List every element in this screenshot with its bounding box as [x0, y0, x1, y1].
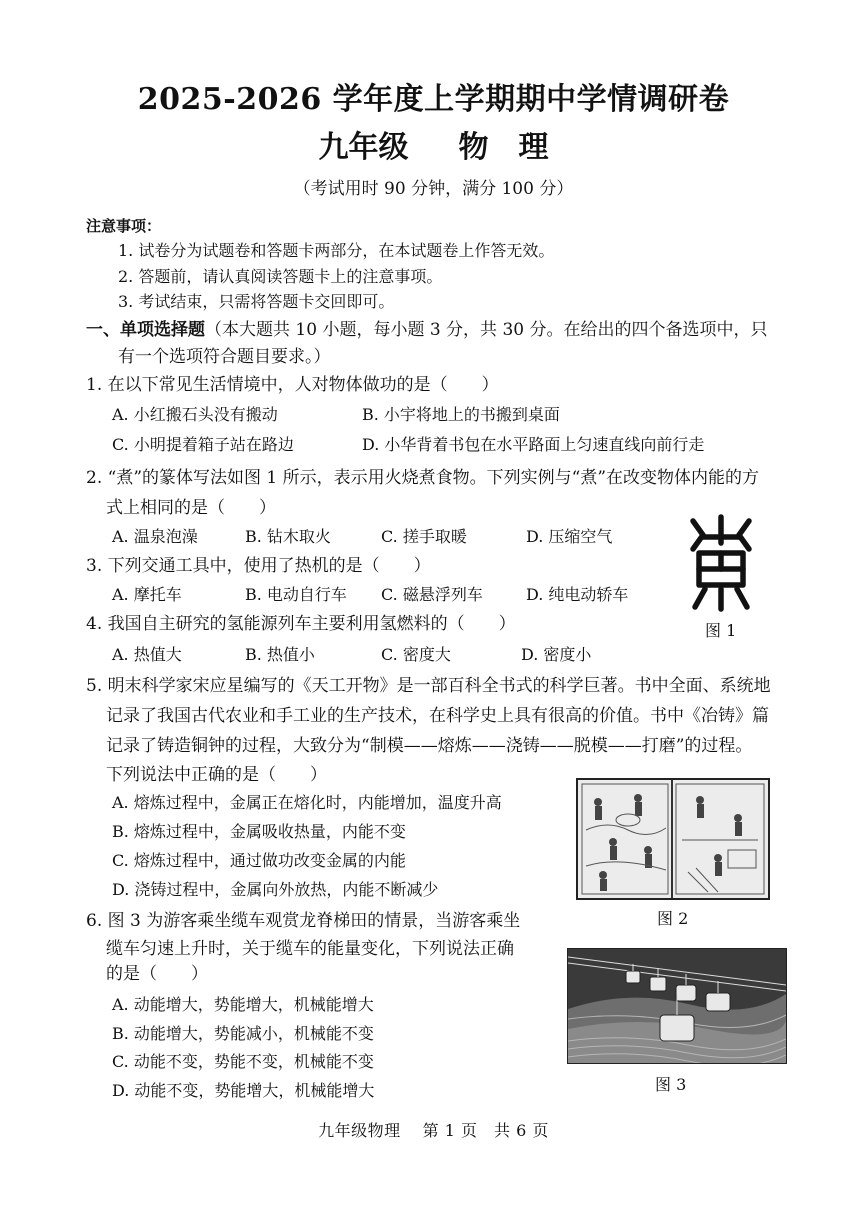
casting-illustration-icon	[578, 780, 768, 898]
section1-heading	[86, 320, 768, 340]
q2-stem-line1: 2. “煮”的篆体写法如图 1 所示，表示用火烧煮食物。下列实例与“煮”在改变物体内能的方	[86, 468, 760, 488]
q6-option-c: C. 动能不变，势能不变，机械能不变	[112, 1052, 374, 1071]
q1-option-a: A. 小红搬石头没有搬动	[112, 405, 278, 424]
q6-option-a: A. 动能增大，势能增大，机械能增大	[112, 995, 374, 1014]
q5-stem-line1: 5. 明末科学家宋应星编写的《天工开物》是一部百科全书式的科学巨著。书中全面、系统地	[86, 676, 771, 696]
q5-stem-line4: 下列说法中正确的是（ ）	[106, 765, 327, 785]
q2-stem-line2: 式上相同的是（ ）	[106, 498, 276, 518]
q3-option-b: B. 电动自行车	[245, 585, 347, 604]
zhu-seal-character-icon	[681, 513, 761, 613]
q4-option-a: A. 热值大	[112, 645, 182, 664]
grade-subject	[0, 122, 867, 166]
grade-label: 九年级	[318, 130, 409, 165]
q5-option-d: D. 浇铸过程中，金属向外放热，内能不断减少	[112, 880, 439, 899]
q3-option-a: A. 摩托车	[112, 585, 182, 604]
figure1-seal-glyph	[681, 513, 761, 613]
q3-option-c: C. 磁悬浮列车	[381, 585, 483, 604]
figure3-label: 图 3	[655, 1075, 687, 1094]
q2-option-c: C. 搓手取暖	[381, 527, 467, 546]
q3-option-d: D. 纯电动轿车	[526, 585, 629, 604]
section1-desc-line1: （本大题共 10 小题，每小题 3 分，共 30 分。在给出的四个备选项中，只	[205, 320, 768, 340]
subject-label: 物 理	[458, 130, 549, 165]
section1-title: 一、单项选择题	[86, 320, 205, 340]
exam-duration-note: （考试用时 90 分钟，满分 100 分）	[293, 179, 574, 199]
page-footer: 九年级物理 第 1 页 共 6 页	[318, 1121, 549, 1140]
q5-option-b: B. 熔炼过程中，金属吸收热量，内能不变	[112, 822, 406, 841]
section1-desc-line2: 有一个选项符合题目要求。）	[118, 347, 331, 367]
q5-stem-line3: 记录了铸造铜钟的过程，大致分为“制模——熔炼——浇铸——脱模——打磨”的过程。	[106, 736, 753, 756]
q5-stem-line2: 记录了我国古代农业和手工业的生产技术，在科学史上具有很高的价值。书中《冶铸》篇	[106, 706, 769, 726]
q2-option-d: D. 压缩空气	[526, 527, 613, 546]
q5-option-c: C. 熔炼过程中，通过做功改变金属的内能	[112, 851, 406, 870]
q4-stem: 4. 我国自主研究的氢能源列车主要利用氢燃料的（ ）	[86, 614, 516, 634]
q4-option-d: D. 密度小	[521, 645, 592, 664]
q6-stem-line3: 的是（ ）	[106, 964, 208, 984]
q6-option-d: D. 动能不变，势能增大，机械能增大	[112, 1081, 375, 1100]
q3-stem: 3. 下列交通工具中，使用了热机的是（ ）	[86, 556, 431, 576]
q1-option-d: D. 小华背着书包在水平路面上匀速直线向前行走	[362, 435, 705, 454]
q4-option-b: B. 热值小	[245, 645, 315, 664]
figure3-cable-car-photo	[567, 948, 787, 1064]
note-item-1: 1. 试卷分为试题卷和答题卡两部分，在本试题卷上作答无效。	[118, 241, 555, 260]
q5-option-a: A. 熔炼过程中，金属正在熔化时，内能增加，温度升高	[112, 793, 502, 812]
note-item-3: 3. 考试结束，只需将答题卡交回即可。	[118, 292, 395, 311]
q4-option-c: C. 密度大	[381, 645, 451, 664]
figure2-casting-illustration	[576, 778, 770, 900]
q2-option-a: A. 温泉泡澡	[112, 527, 198, 546]
q2-option-b: B. 钻木取火	[245, 527, 331, 546]
exam-title: 2025-2026 学年度上学期期中学情调研卷	[137, 82, 730, 117]
figure1-label: 图 1	[705, 621, 737, 640]
q6-stem-line2: 缆车匀速上升时，关于缆车的能量变化，下列说法正确	[106, 939, 514, 959]
figure2-label: 图 2	[657, 909, 689, 928]
q1-stem: 1. 在以下常见生活情境中，人对物体做功的是（ ）	[86, 375, 499, 395]
notes-heading: 注意事项：	[86, 217, 162, 235]
cable-car-scene-icon	[568, 949, 786, 1063]
q1-option-c: C. 小明提着箱子站在路边	[112, 435, 294, 454]
q6-stem-line1: 6. 图 3 为游客乘坐缆车观赏龙脊梯田的情景，当游客乘坐	[86, 911, 521, 931]
q6-option-b: B. 动能增大，势能减小，机械能不变	[112, 1024, 374, 1043]
note-item-2: 2. 答题前，请认真阅读答题卡上的注意事项。	[118, 267, 443, 286]
q1-option-b: B. 小宇将地上的书搬到桌面	[362, 405, 560, 424]
